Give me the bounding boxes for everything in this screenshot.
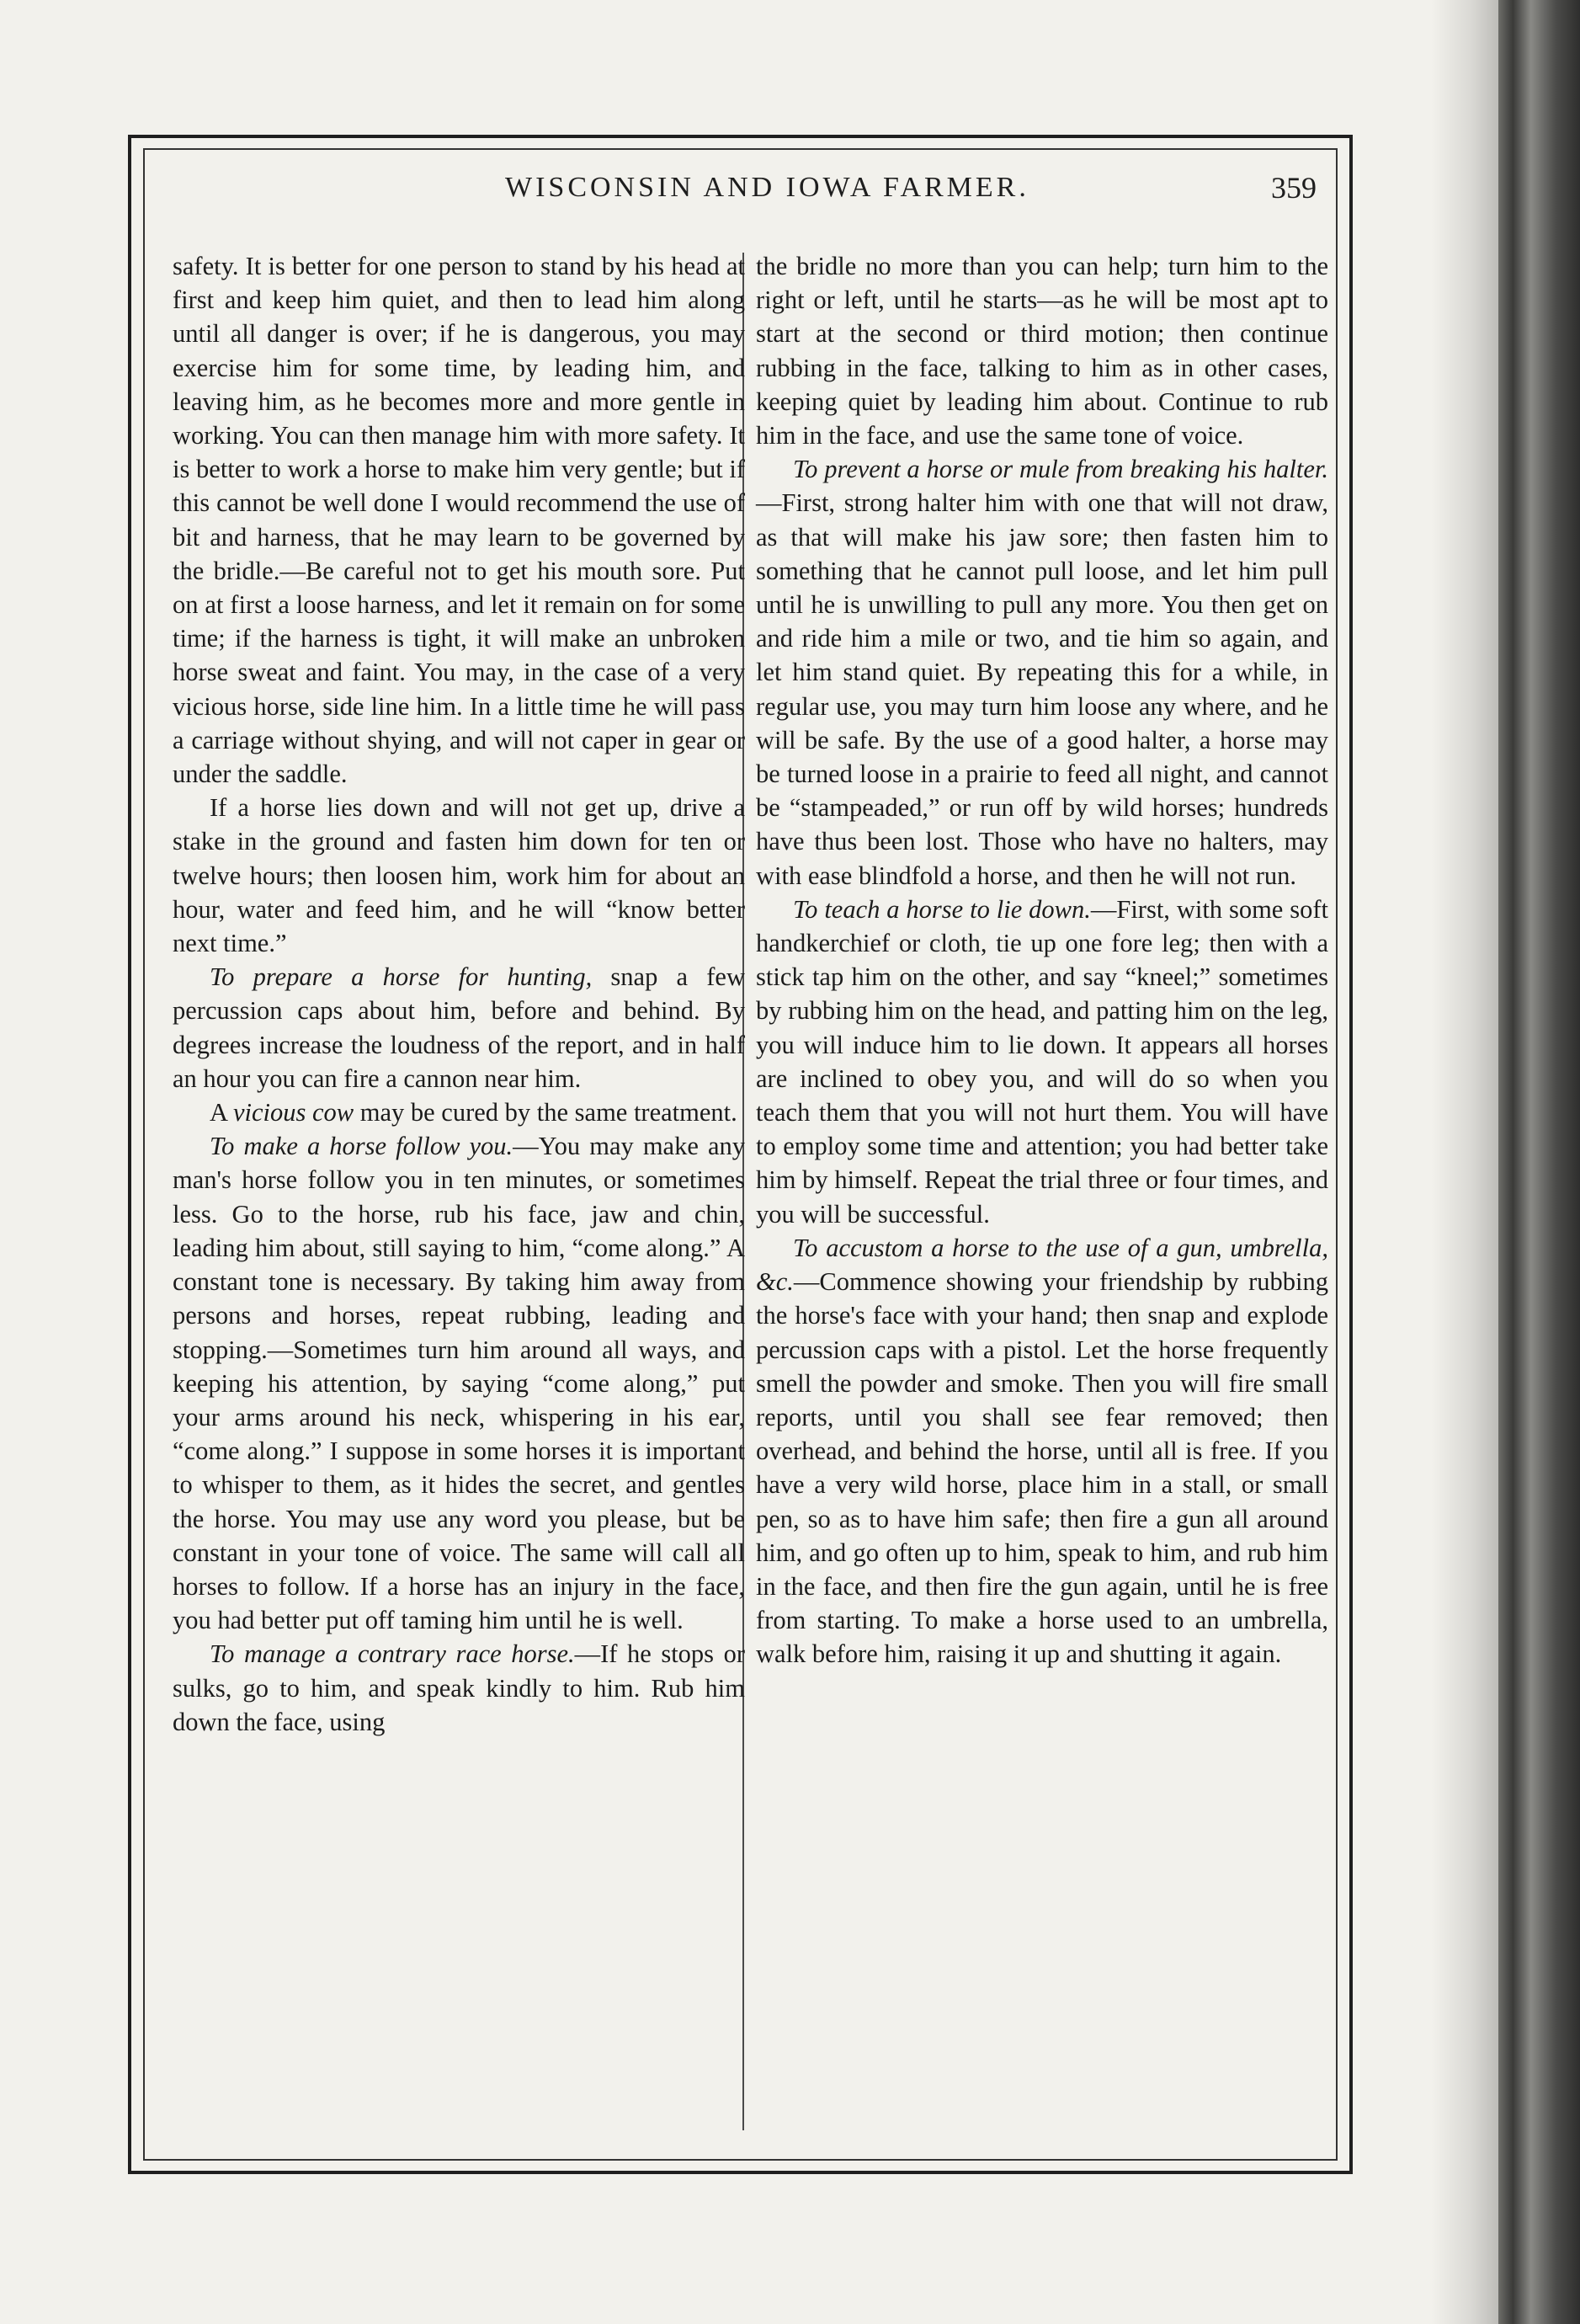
- paragraph-text: safety. It is better for one person to stand by his head at first and keep him quiet, and then to lead him along until all danger is over; if he is dangerous, you may exercise him for some time, by leading him, and leaving him, as he becomes more and more gentle in working. You can then manage him with more safety. It is better to work a horse to make him very gentle; but if this cannot be well done I would recommend the use of bit and harness, that he may learn to be governed by the bridle.—Be careful not to get his mouth sore. Put on at first a loose harness, and let it remain on for some time; if the harness is tight, it will make an unbroken horse sweat and faint. You may, in the case of a very vicious horse, side line him. In a little time he will pass a carriage without shying, and will not caper in gear or under the saddle.: [173, 252, 745, 789]
- paragraph-text: snap a few percussion caps about him, before and behind. By degrees increase the loudness of the report, and in half an hour you can fire a cannon near him.: [173, 962, 745, 1093]
- gutter-shadow: [1431, 0, 1498, 2324]
- left-column: [173, 249, 745, 1739]
- section-heading: To accustom a horse to the use of a gun, umbrella, &c.: [756, 1233, 1328, 1297]
- paragraph-text: —First, with some soft handkerchief or cloth, tie up one fore leg; then with a stick tap him on the other, and say “kneel;” sometimes by rubbing him on the head, and patting him on the leg, you will induce him to lie down. It appears all horses are inclined to obey you, and will do so when you teach them that you will not hurt them. You will have to employ some time and attention; you had better take him by himself. Repeat the trial three or four times, and you will be successful.: [756, 894, 1328, 1229]
- paragraph-lies-down: [173, 791, 745, 960]
- paragraph-text: —You may make any man's horse follow you in ten minutes, or sometimes less. Go to the horse, rub his face, jaw and chin, leading him about, still saying to him, “come along.” A constant tone is necessary. By taking him away from persons and horses, repeat rubbing, leading and stopping.—Sometimes turn him around all ways, and keeping his attention, by saying “come along,” put your arms around his neck, whispering in his ear, “come along.” I suppose in some horses it is important to whisper to them, as it hides the secret, and gentles the horse. You may use any word you please, but be constant in your tone of voice. The same will call all horses to follow. If a horse has an injury in the face, you had better put off taming him until he is well.: [173, 1132, 746, 1635]
- paragraph-text: —Commence showing your friendship by rubbing the horse's face with your hand; then snap and explode percussion caps with a pistol. Let the horse frequently smell the powder and smoke. Then you will fire small reports, until you shall see fear removed; then overhead, and behind the horse, until all is free. If you have a very wild horse, place him in a stall, or small pen, so as to have him safe; then fire a gun all around him, and go often up to him, speak to him, and rub him in the face, and then fire the gun again, until he is free from starting. To make a horse used to an umbrella, walk before him, raising it up and shutting it again.: [756, 1267, 1328, 1669]
- section-heading: To prepare a horse for hunting,: [210, 962, 593, 992]
- right-column: [756, 249, 1328, 1671]
- paragraph-race-horse: [173, 1637, 745, 1739]
- paragraph-text: the bridle no more than you can help; turn him to the right or left, until he starts—as he will be most apt to start at the second or third motion; then continue rubbing in the face, talking to him as in other cases, keeping quiet by leading him about. Continue to rub him in the face, and use the same tone of voice.: [756, 252, 1328, 450]
- paragraph-halter: [756, 452, 1328, 893]
- paragraph-follow-you: [173, 1129, 745, 1637]
- paragraph-text: If a horse lies down and will not get up, drive a stake in the ground and fasten him down for ten or twelve hours; then loosen him, work him for about an hour, water and feed him, and he will “know better next time.”: [173, 793, 745, 958]
- section-heading: To teach a horse to lie down.: [793, 894, 1091, 924]
- paragraph-text: —First, strong halter him with one that will not draw, as that will make his jaw sore; then fasten him to something that he cannot pull loose, and let him pull until he is unwilling to pull any more. You then get on and ride him a mile or two, and tie him so again, and let him stand quiet. By repeating this for a while, in regular use, you may turn him loose any where, and he will be safe. By the use of a good halter, a horse may be turned loose in a prairie to feed all night, and cannot be “stampeaded,” or run off by wild horses; hundreds have thus been lost. Those who have no halters, may with ease blindfold a horse, and then he will not run.: [756, 488, 1328, 890]
- paragraph-text: A: [210, 1098, 233, 1127]
- running-title: WISCONSIN AND IOWA FARMER.: [505, 172, 1029, 203]
- paragraph-hunting: [173, 960, 745, 1095]
- paragraph-safety: [173, 249, 745, 791]
- section-heading: vicious cow: [232, 1098, 354, 1127]
- paragraph-vicious-cow: [173, 1095, 745, 1129]
- section-heading: To prevent a horse or mule from breaking his halter.: [793, 455, 1328, 484]
- running-head: [168, 165, 1322, 216]
- section-heading: To make a horse follow you.: [210, 1132, 513, 1161]
- paragraph-gun-umbrella: [756, 1231, 1328, 1671]
- paragraph-text: may be cured by the same treatment.: [354, 1098, 737, 1127]
- paragraph-bridle: [756, 249, 1328, 452]
- page-number: 359: [1271, 171, 1317, 205]
- page-edge: [1498, 0, 1580, 2324]
- paragraph-text: —If he stops or sulks, go to him, and speak kindly to him. Rub him down the face, using: [173, 1639, 745, 1736]
- paragraph-lie-down: [756, 893, 1328, 1231]
- section-heading: To manage a contrary race horse.: [210, 1639, 575, 1669]
